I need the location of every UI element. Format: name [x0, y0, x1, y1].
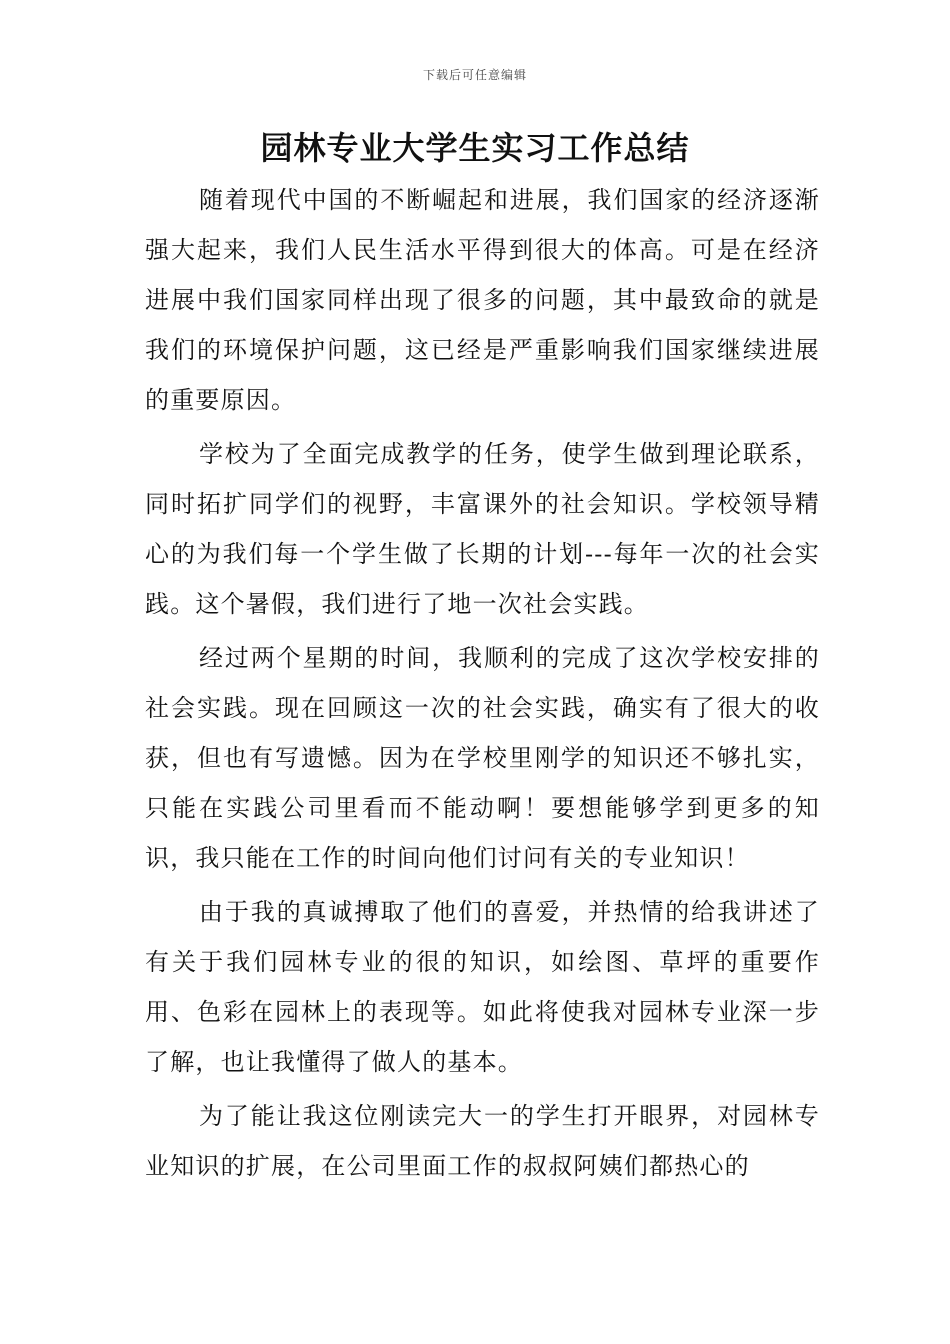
document-title: 园林专业大学生实习工作总结 [260, 129, 690, 167]
document-body [145, 175, 820, 1195]
paragraph: 经过两个星期的时间，我顺利的完成了这次学校安排的社会实践。现在回顾这一次的社会实践，确实有了很大的收获，但也有写遗憾。因为在学校里刚学的知识还不够扎实，只能在实践公司里看而不能动啊！要想能够学到更多的知识，我只能在工作的时间向他们讨问有关的专业知识！ [145, 644, 820, 872]
paragraph: 由于我的真诚搏取了他们的喜爱，并热情的给我讲述了有关于我们园林专业的很的知识，如绘图、草坪的重要作用、色彩在园林上的表现等。如此将使我对园林专业深一步了解，也让我懂得了做人的基本。 [145, 898, 820, 1076]
header-note: 下载后可任意编辑 [422, 68, 527, 82]
paragraph: 随着现代中国的不断崛起和进展，我们国家的经济逐渐强大起来，我们人民生活水平得到很大的体高。可是在经济进展中我们国家同样出现了很多的问题，其中最致命的就是我们的环境保护问题，这已经是严重影响我们国家继续进展的重要原因。 [145, 186, 820, 414]
paragraph: 学校为了全面完成教学的任务，使学生做到理论联系，同时拓扩同学们的视野，丰富课外的社会知识。学校领导精心的为我们每一个学生做了长期的计划---每年一次的社会实践。这个暑假，我们进行了地一次社会实践。 [145, 440, 820, 618]
paragraph: 为了能让我这位刚读完大一的学生打开眼界，对园林专业知识的扩展，在公司里面工作的叔叔阿姨们都热心的 [145, 1102, 820, 1180]
